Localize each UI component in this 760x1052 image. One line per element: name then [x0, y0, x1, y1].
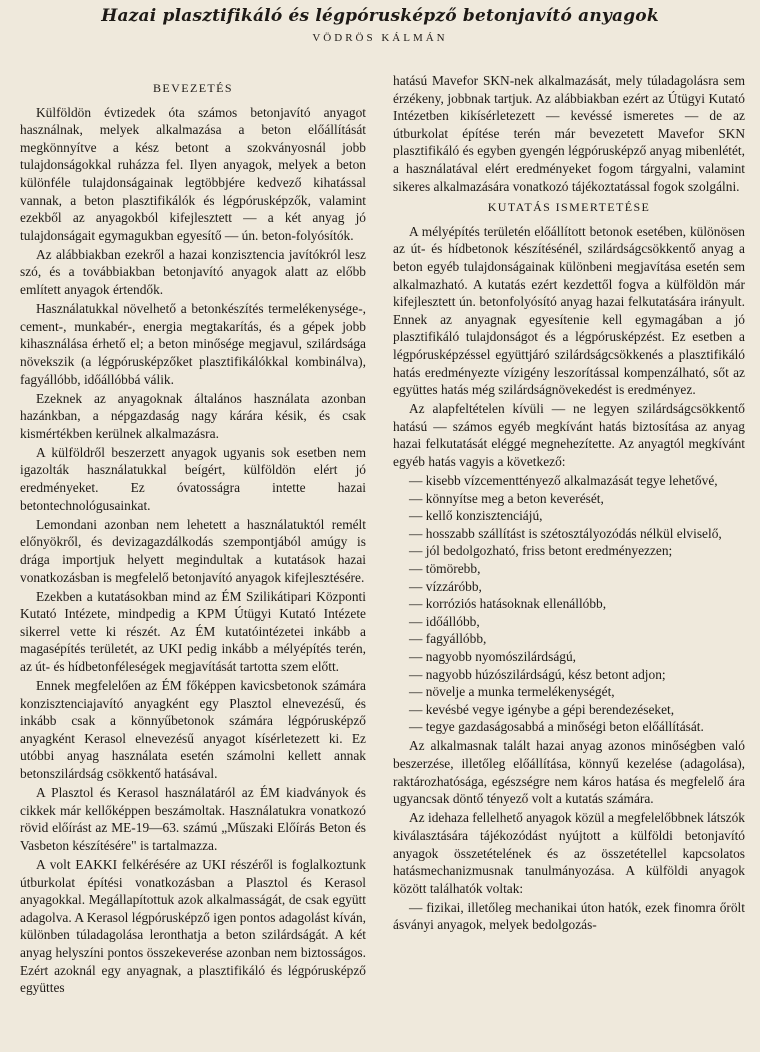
list-item: — kellő konzisztenciájú, [393, 507, 745, 525]
paragraph: Az alapfeltételen kívüli — ne legyen szilárdságcsökkentő hatású — számos egyéb megkívánt hatás biztosítása az anyag hazai felkutatását eléggé megnehezítette. Az anyagtól megkívánt egyéb hatás vagyis a következő: [393, 401, 745, 469]
paragraph: Külföldön évtizedek óta számos betonjavító anyagot használnak, melyek alkalmazása a beton előállítását megkönnyítve a kész betont a szokványosnál jobb tulajdonságokkal ruházza fel. Ilyen anyagok, melyek a beton különféle tulajdonságainak legtöbbjére kedvező kihatással vannak, a beton plasztifikálók és légpórusképzők, valamint ezekből az anyagokból kifejlesztett — a két anyag jó tulajdonságait egymagukban egyesítő — ún. beton-folyósítók. [20, 104, 366, 243]
list-item: — tömörebb, [393, 560, 745, 578]
list-item: — növelje a munka termelékenységét, [393, 683, 745, 701]
paragraph: Ennek megfelelően az ÉM főképpen kavicsbetonok számára konzisztenciajavító anyagként egy Plasztol elnevezésű, és inkább csak a könnyűbetonok számára légpórusképző anyagként Kerasol elnevezésű anyagot kísérletezett ki. Ez utóbbi anyag használata esetén számolni kellett annak betonszilárdság csökkentő hatásával. [20, 678, 366, 782]
list-item: — kisebb vízcementtényező alkalmazását tegye lehetővé, [393, 472, 745, 490]
paragraph: Az alkalmasnak talált hazai anyag azonos minőségben való beszerzése, illetőleg előállítása, könnyű kezelése (adagolása), raktározhatósága, egészségre nem káros hatása és megfelelő ára ugyancsak döntő tényező volt a kutatás számára. [393, 738, 745, 807]
left-column [20, 74, 366, 998]
paragraph: Az alábbiakban ezekről a hazai konzisztencia javítókról lesz szó, és a továbbiakban betonjavító anyagok alatt az előbb említett anyagok értendők. [20, 246, 366, 298]
paragraph: Az idehaza fellelhető anyagok közül a megfelelőbbnek látszók kiválasztására tájékozódást nyújtott a külföldi betonjavító anyagok összetételének és az összetétellel kapcsolatos hatásmechanizmusnak tanulmányozása. A külföldi anyagok között találhatók voltak: [393, 810, 745, 896]
list-item: — fagyállóbb, [393, 630, 745, 648]
list-item: — nagyobb húzószilárdságú, kész betont adjon; [393, 666, 745, 684]
article-author: VÖDRÖS KÁLMÁN [312, 32, 448, 44]
list-item: — tegye gazdaságosabbá a minőségi beton előállítását. [393, 718, 745, 736]
materials-list [393, 899, 745, 934]
section-heading-introduction: BEVEZETÉS [153, 81, 233, 95]
list-item: — kevésbé vegye igénybe a gépi berendezéseket, [393, 701, 745, 719]
list-item: — könnyítse meg a beton keverését, [393, 490, 745, 508]
right-column [393, 72, 745, 936]
paragraph: Lemondani azonban nem lehetett a használatuktól remélt előnyökről, és devizagazdálkodás szempontjából amúgy is drága importjuk helyett megindultak a kutatások hazai vonatkozásban is megfelelő betonjavító anyagok kifejlesztésére. [20, 516, 366, 585]
paragraph: A volt EAKKI felkérésére az UKI részéről is foglalkoztunk útburkolat építési vonatkozásban a Plasztol és Kerasol anyagokkal. Megállapítottuk azok alkalmasságát, de csak együtt adagolva. A Kerasol légpórusképző igen pontos adagolást kíván, különben túladagolása leronthatja a beton szilárdságát. A két anyag helyszíni pontos összekeverése azonban nem biztosságos. Ezért azoknál egy anyagnak, a plasztifikáló és légpórusképző együttes [20, 857, 366, 996]
list-item: — időállóbb, [393, 613, 745, 631]
paragraph: Ezekben a kutatásokban mind az ÉM Szilikátipari Központi Kutató Intézete, mindpedig a KPM Útügyi Kutató Intézete sikerrel vette ki részét. Az ÉM kutatóintézetei inkább a magasépítés területét, az UKI pedig inkább a mélyépítés terén, az út- és hídbetonféleségek megjavítását tartotta szem előtt. [20, 588, 366, 674]
paragraph: A külföldről beszerzett anyagok ugyanis sok esetben nem igazolták használatukkal beígért, külföldön elért jó eredményeket. Ez óvatosságra intette hazai betontechnológusainkat. [20, 444, 366, 513]
section-heading-research: KUTATÁS ISMERTETÉSE [487, 200, 651, 215]
paragraph-continued: hatású Mavefor SKN-nek alkalmazását, mely túladagolásra sem érzékeny, jobbnak tartjuk. Az alábbiakban ezért az Útügyi Kutató Intézetben kikísérletezett — kevéssé ismeretes — de az útburkolat építése terén már bevezetett Mavefor SKN plasztifikáló és egyben gyengén légpórusképző anyag mibenlétét, a használatával elért eredményeket fogom tárgyalni, valamint sikeres alkalmazására vonatkozó tájékoztatással fogok szolgálni. [393, 73, 745, 194]
paragraph: Ezeknek az anyagoknak általános használata azonban hazánkban, a népgazdaság nagy kárára késik, és csak kismértékben kerülnek alkalmazásra. [20, 390, 366, 441]
list-item: — jól bedolgozható, friss betont eredményezzen; [393, 542, 745, 560]
list-item: — hosszabb szállítást is szétosztályozódás nélkül elviselő, [393, 525, 745, 543]
paragraph: A mélyépítés területén előállított betonok esetében, különösen az út- és hídbetonok készítésénél, szilárdságcsökkentő anyag a beton egyéb tulajdonságainak különbeni megjavítása esetén sem alkalmazható. A kutatás ezért kezdettől fogva a külföldön már kifejlesztett ún. betonfolyósító anyag hazai felkutatására irányult. Ennek az anyagnak egyesítenie kell egymagában a jó plasztifikáló tulajdonságot és a légpórusképzést. Ez esetben a légpórusképzéssel együttjáró szilárdságcsökkenés a plasztifikáló hatás eredményezte vízigény leszorítással kompenzálható, sőt az együttes hatás még szilárdságnövekedést is eredményez. [393, 223, 745, 398]
list-item: — vízzáróbb, [393, 578, 745, 596]
article-title: Hazai plasztifikáló és légpórusképző betonjavító anyagok [101, 6, 659, 26]
paragraph: A Plasztol és Kerasol használatáról az ÉM kiadványok és cikkek már kellőképpen beszámoltak. Használatukra vonatkozó rövid előírást az ME-19—63. számú „Műszaki Előírás Beton és Vasbeton készítésére" is tartalmazza. [20, 785, 366, 853]
paragraph: Használatukkal növelhető a betonkészítés termelékenysége-, cement-, munkabér-, energia megtakarítás, és a gépek jobb kihasználása érhető el; a beton minősége megjavul, szilárdsága növekszik (a légpórusképzőket plasztifikálókkal kombinálva), fagyállóbb, időállóbbá válik. [20, 301, 366, 387]
list-item: — fizikai, illetőleg mechanikai úton hatók, ezek finomra őrölt ásványi anyagok, melyek bedolgozás- [393, 899, 745, 934]
requirements-list [393, 472, 745, 736]
list-item: — nagyobb nyomószilárdságú, [393, 648, 745, 666]
list-item: — korróziós hatásoknak ellenállóbb, [393, 595, 745, 613]
